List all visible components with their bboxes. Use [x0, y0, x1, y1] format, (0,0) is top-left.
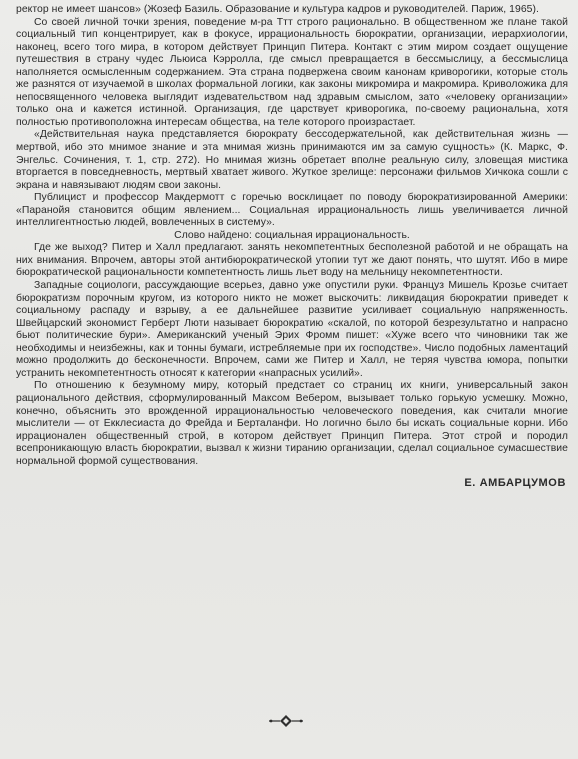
- paragraph-word-found: Слово найдено: социальная иррациональность.: [174, 229, 410, 241]
- paragraph-western-sociologists: Западные социологи, рассуждающие всерьез, давно уже опустили руки. Француз Мишель Крозье считает бюрократизм порочным кругом, из которого никто не может выскочить: ликвидация бюрократии приведет к социальному распаду и взрыву, а ее дальнейшее развитие усиливает социальную напряженность. Швейцарский экономист Герберт Люти называет бюрократию «скалой, по которой безрезультатно и напрасно бьют политические бури». Американский ученый Эрих Фромм пишет: «Хуже всего что чиновники так же необходимы и неизбежны, как и тонны бумаги, истребляемые при их господстве». Число подобных ламентаций можно продолжить до бесконечности. Впрочем, сами же Питер и Халл, не теряя чувства юмора, попытки устранить некомпетентность относят к категории «напрасных усилий».: [16, 280, 568, 379]
- diamond-flourish-ornament-icon: [268, 714, 304, 728]
- paragraph-way-out: Где же выход? Питер и Халл предлагают. занять некомпетентных бесполезной работой и не обращать на них внимания. Впрочем, авторы этой антибюрократической утопии тут же дают понять, что шутят. Ибо в мире бюрократической рационaльности компетентность лишь льет воду на мельницу некомпетентности.: [16, 242, 568, 279]
- paragraph-continued-quote: ректор не имеет шансов» (Жозеф Базиль. Образование и культура кадров и руководителей. Париж, 1965).: [16, 4, 539, 15]
- paragraph-marx-quote: «Действительная наука представляется бюрократу бессодержательной, как действительная жизнь — мертвой, ибо это мнимое знание и эта мнимая жизнь принимаются им за самую сущность» (К. Маркс, Ф. Энгельс. Сочинения, т. 1, стр. 272). Но мнимая жизнь обретает вполне реальную силу, зловещая мистика вторгается в повседневность, мертвый хватает живого. Жуткое зрелище: персонажи фильмов Хичкока сошли с экрана и навязывают людям свои законы.: [16, 129, 568, 191]
- author-signature: Е. АМБАРЦУМОВ: [464, 477, 566, 490]
- paragraph-conclusion: По отношению к безумному миру, который предстает со страниц их книги, универсальный закон рационального действия, сформулированный Максом Вебером, вызывает только горькую усмешку. Можно, конечно, объяснить это врожденной иррациональностью человеческого поведения, как считали многие мыслители — от Екклесиаста до Фрейда и Берталанфи. Но логично было бы искать социальные корни. Ибо иррационален общественный строй, в котором действует Принцип Питера. Этот строй и породил всепроникающую власть бюрократии, вызвал к жизни тиранию организации, сделал социальное сумасшествие нормальной формой существования.: [16, 380, 568, 467]
- paragraph-rationality: Со своей личной точки зрения, поведение м-ра Ттт строго рационально. В общественном же плане такой социальный тип концентрирует, как в фокусе, иррациональность бюрократии, организации, иерархиологии, наконец, всего того мира, в котором действует Принцип Питера. Контакт с этим миром создает ощущение путешествия в страну чудес Льюиса Кэрролла, где смысл превращается в бессмыслицу, а бессмыслица наполняется осмысленным содержанием. Эта страна подвержена своим канонам криворогики, которые столь же разнятся от изучаемой в школах формальной логики, как законы микромира и макромира. Криволожика для непосвященного человека выглядит издевательством над здравым смыслом, зато «человеку организации» только она и кажется истинной. Организация, где царствует криворогика, по-своему рациональна, хотя полностью противоположна интересам общества, на теле которого произрастает.: [16, 16, 568, 128]
- paragraph-mcdermott: Публицист и профессор Макдермотт с горечью восклицает по поводу бюрократизированной Америки: «Паранойя становится общим явлением... Социальная иррациональность лишь увеличивается личной интеллигентностью людей, вовлеченных в систему».: [16, 192, 568, 229]
- article-body: [16, 4, 568, 468]
